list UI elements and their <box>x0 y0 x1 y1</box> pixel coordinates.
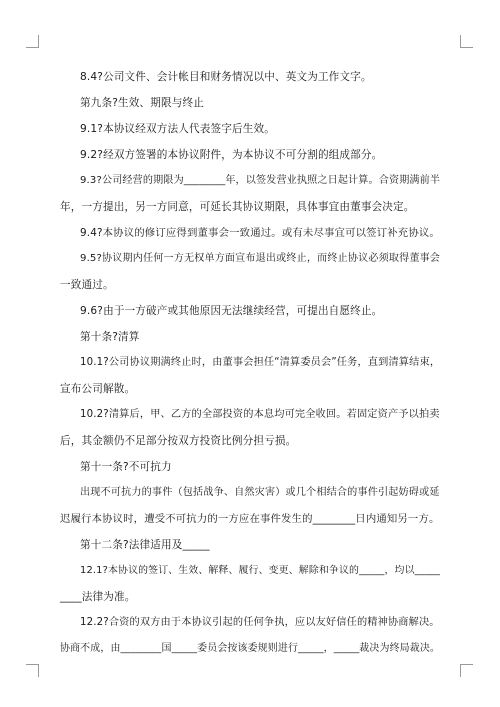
crop-mark-top-right <box>460 35 473 48</box>
text-line: 协商不成，由________国_____委员会按该委规则进行_____，_____裁决为终局裁决。 <box>60 643 441 654</box>
text-line: 12.2?合资的双方由于本协议引起的任何争执，应以友好信任的精神协商解决。 <box>80 617 440 628</box>
text-line: 10.2?清算后，甲、乙方的全部投资的本息均可完全收回。若固定资产予以拍卖 <box>80 409 440 420</box>
text-line: 8.4?公司文件、会计帐目和财务情况以中、英文为工作文字。 <box>80 71 372 83</box>
section-heading: 第九条?生效、期限与终止 <box>80 97 204 109</box>
text-line: 后，其金额仍不足部分按双方投资比例分担亏损。 <box>60 435 297 447</box>
crop-mark-bottom-left <box>26 664 39 677</box>
text-line: 出现不可抗力的事件（包括战争、自然灾害）或几个相结合的事件引起妨碍或延 <box>80 487 440 498</box>
crop-mark-bottom-right <box>460 664 473 677</box>
section-heading: 第十一条?不可抗力 <box>80 461 172 473</box>
text-line: ____法律为准。 <box>60 591 136 603</box>
text-line: 年，一方提出，另一方同意，可延长其协议期限，具体事宜由董事会决定。 <box>60 201 415 213</box>
text-line: 9.3?公司经营的期限为________年，以签发营业执照之日起计算。合资期满前半 <box>80 175 441 186</box>
text-line: 12.1?本协议的签订、生效、解释、履行、变更、解除和争议的_____，均以_____ <box>80 565 441 576</box>
text-line: 9.6?由于一方破产或其他原因无法继续经营，可提出自愿终止。 <box>80 305 383 317</box>
text-line: 迟履行本协议时，遭受不可抗力的一方应在事件发生的________日内通知另一方。 <box>60 513 440 525</box>
text-line: 9.1?本协议经双方法人代表签字后生效。 <box>80 123 275 135</box>
section-heading: 第十二条?法律适用及_____ <box>80 539 210 551</box>
text-line: 9.5?协议期内任何一方无权单方面宣布退出或终止，而终止协议必须取得董事会 <box>80 253 441 264</box>
text-line: 9.4?本协议的修订应得到董事会一致通过。或有未尽事宜可以签订补充协议。 <box>80 227 440 239</box>
text-line: 一致通过。 <box>60 279 114 291</box>
crop-mark-top-left <box>26 35 39 48</box>
text-line: 10.1?公司协议期满终止时，由董事会担任“清算委员会”任务，直到清算结束， <box>80 357 441 368</box>
section-heading: 第十条?清算 <box>80 331 140 343</box>
text-line: 9.2?经双方签署的本协议附件，为本协议不可分割的组成部分。 <box>80 149 383 161</box>
text-line: 宣布公司解散。 <box>60 383 136 395</box>
